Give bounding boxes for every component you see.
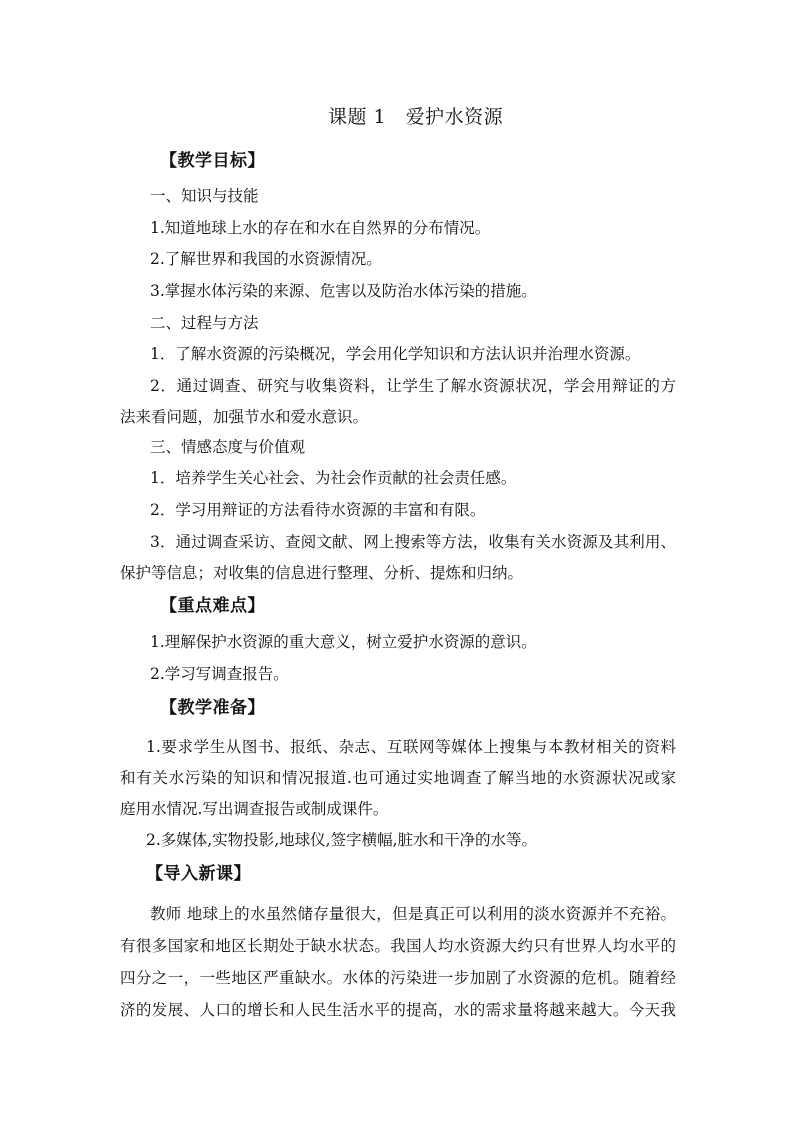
list-item: 2.学习写调查报告。 xyxy=(150,665,289,683)
list-item: 1.知道地球上水的存在和水在自然界的分布情况。 xyxy=(150,219,491,237)
list-item: 1.理解保护水资源的重大意义，树立爱护水资源的意识。 xyxy=(150,633,537,651)
section-heading-key-points: 【重点难点】 xyxy=(160,596,265,616)
subsection-title-knowledge: 一、知识与技能 xyxy=(150,187,259,205)
list-item: 2.多媒体,实物投影,地球仪,签字横幅,脏水和干净的水等。 xyxy=(146,831,537,849)
list-item: 3．通过调查采访、查阅文献、网上搜索等方法，收集有关水资源及其利用、 xyxy=(150,533,676,551)
list-item: 3.掌握水体污染的来源、危害以及防治水体污染的措施。 xyxy=(150,282,537,300)
paragraph-line: 教师 地球上的水虽然储存量很大，但是真正可以利用的淡水资源并不充裕。 xyxy=(150,905,676,923)
section-heading-intro: 【导入新课】 xyxy=(146,864,251,884)
paragraph-line: 四分之一，一些地区严重缺水。水体的污染进一步加剧了水资源的危机。随着经 xyxy=(120,969,676,987)
list-item-continuation: 保护等信息；对收集的信息进行整理、分析、提炼和归纳。 xyxy=(120,564,524,582)
list-item-continuation: 和有关水污染的知识和情况报道.也可通过实地调查了解当地的水资源状况或家 xyxy=(120,769,676,787)
list-item-continuation: 法来看问题，加强节水和爱水意识。 xyxy=(120,408,369,426)
page-title: 课题 1 爱护水资源 xyxy=(328,106,504,128)
list-item: 1．培养学生关心社会、为社会作贡献的社会责任感。 xyxy=(150,469,517,487)
paragraph-line: 有很多国家和地区长期处于缺水状态。我国人均水资源大约只有世界人均水平的 xyxy=(120,937,676,955)
subsection-title-attitude: 三、情感态度与价值观 xyxy=(150,438,306,456)
list-item: 1.要求学生从图书、报纸、杂志、互联网等媒体上搜集与本教材相关的资料 xyxy=(146,738,676,756)
section-heading-preparation: 【教学准备】 xyxy=(160,698,265,718)
subsection-title-process: 二、过程与方法 xyxy=(150,314,259,332)
section-heading-objectives: 【教学目标】 xyxy=(160,151,265,171)
list-item: 2．学习用辩证的方法看待水资源的丰富和有限。 xyxy=(150,501,486,519)
paragraph-line: 济的发展、人口的增长和人民生活水平的提高，水的需求量将越来越大。今天我 xyxy=(120,1001,676,1019)
list-item: 2.了解世界和我国的水资源情况。 xyxy=(150,250,382,268)
list-item-continuation: 庭用水情况.写出调查报告或制成课件。 xyxy=(120,800,389,818)
list-item: 1．了解水资源的污染概况，学会用化学知识和方法认识并治理水资源。 xyxy=(150,345,641,363)
list-item: 2．通过调查、研究与收集资料，让学生了解水资源状况，学会用辩证的方 xyxy=(150,377,676,395)
